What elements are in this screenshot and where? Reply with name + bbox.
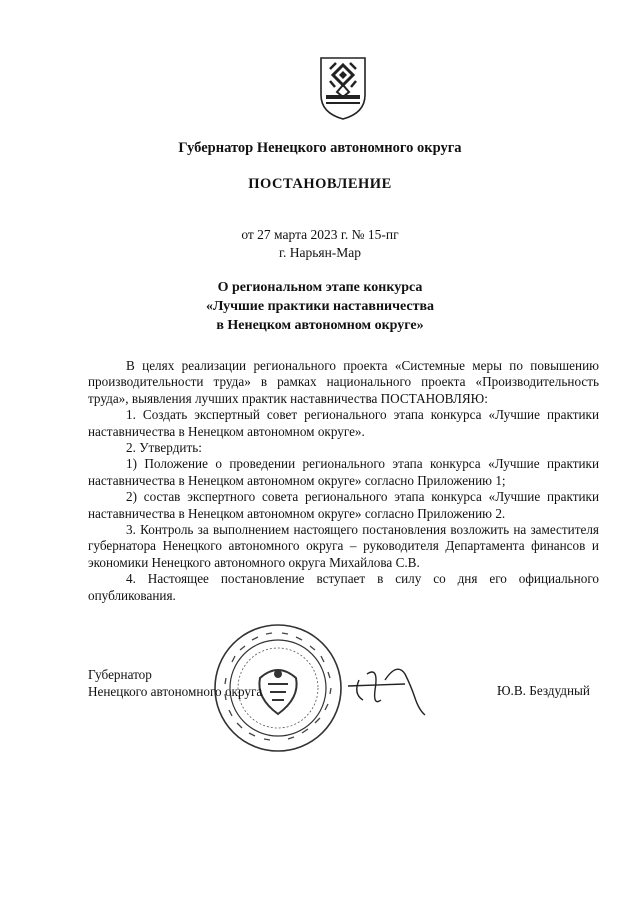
document-title [0, 278, 640, 335]
heading-authority: Губернатор Ненецкого автономного округа [178, 140, 462, 156]
signatory-position [88, 666, 262, 700]
document-body [88, 358, 599, 604]
place: г. Нарьян-Мар [278, 245, 362, 260]
paragraph-item-2-1: 1) Положение о проведении регионального этапа конкурса «Лучшие практики наставничества в Ненецком автономном округе» согласно Приложению 1; [88, 456, 599, 488]
paragraph-preamble: В целях реализации регионального проекта «Системные меры по повышению производительности труда» в рамках национального проекта «Производительность труда», выявления лучших практик наставничества ПОСТАНОВЛЯЮ: [88, 358, 599, 406]
title-line-1: О региональном этапе конкурса [217, 280, 423, 295]
signatory-name: Ю.В. Бездудный [497, 683, 590, 698]
handwritten-signature-icon [345, 660, 430, 720]
paragraph-item-2-2: 2) состав экспертного совета регионального этапа конкурса «Лучшие практики наставничества в Ненецком автономном округе» согласно Приложению 2. [88, 489, 599, 521]
paragraph-item-1: 1. Создать экспертный совет регионального этапа конкурса «Лучшие практики наставничества в Ненецком автономном округе». [88, 407, 599, 439]
signatory-position-line-2: Ненецкого автономного округа [88, 684, 263, 699]
title-line-2: «Лучшие практики наставничества [205, 299, 435, 314]
paragraph-item-3: 3. Контроль за выполнением настоящего постановления возложить на заместителя губернатора Ненецкого автономного округа – руководителя Департамента финансов и экономики Ненецкого автономного округа Михайлова С.В. [88, 522, 599, 570]
coat-of-arms-icon [318, 55, 368, 121]
signatory-position-line-1: Губернатор [88, 667, 152, 682]
paragraph-item-4: 4. Настоящее постановление вступает в силу со дня его официального опубликования. [88, 571, 599, 603]
document-type: ПОСТАНОВЛЕНИЕ [248, 176, 392, 192]
title-line-3: в Ненецком автономном округе» [216, 318, 424, 333]
paragraph-item-2: 2. Утвердить: [126, 440, 202, 456]
date-and-number: от 27 марта 2023 г. № 15-пг [241, 227, 399, 242]
